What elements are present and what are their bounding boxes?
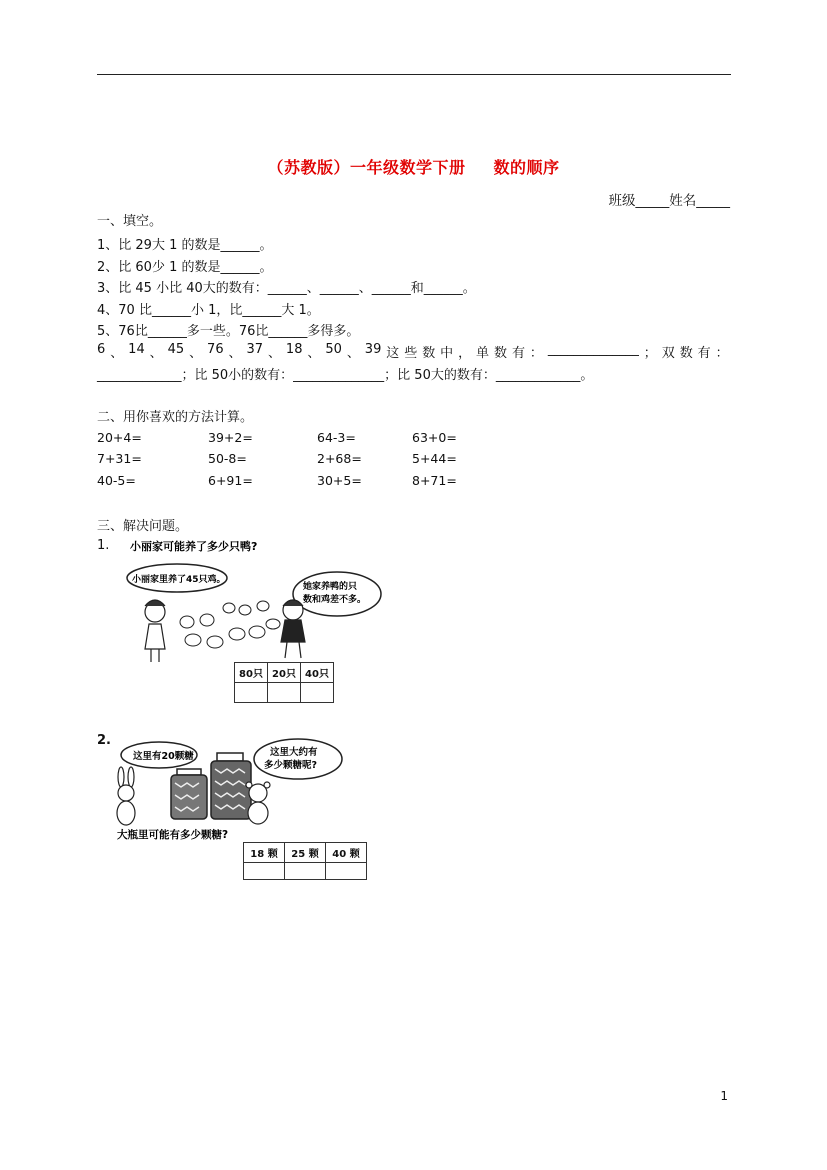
problem-2-illustration (107, 737, 367, 845)
p2-option: 25 颗 (285, 843, 326, 863)
page-title (0, 155, 827, 178)
p1-answer-cell[interactable] (301, 683, 334, 703)
q6-token: 、 (149, 346, 163, 361)
p1-bubble-left-text: 小丽家里养了45只鸡。 (132, 575, 226, 585)
p2-options-table (243, 842, 367, 880)
question-6-line1 (97, 342, 729, 361)
p1-answer-cell[interactable] (268, 683, 301, 703)
q6-token: 这 (386, 346, 400, 361)
q6-token: ： (529, 346, 543, 361)
p2-answer-cell[interactable] (244, 863, 285, 880)
p2-question-text: 大瓶里可能有多少颗糖? (117, 829, 229, 841)
q6-token: 45 (167, 342, 185, 357)
q6-token: 6 (97, 342, 106, 357)
p2-answer-cell[interactable] (285, 863, 326, 880)
p1-options-table (234, 662, 334, 703)
question-2: 2、比 60少 1 的数是______。 (97, 260, 273, 275)
calc-item: 2+68= (317, 451, 362, 466)
question-5: 5、76比______多一些。76比______多得多。 (97, 324, 360, 339)
p2-bubble-right-text-1: 这里大约有 (270, 747, 318, 758)
big-candy-jar (211, 753, 251, 819)
q6-token: 76 (207, 342, 224, 357)
p1-option: 80只 (235, 663, 268, 683)
q6-token: 数 (679, 346, 693, 361)
calc-item: 7+31= (97, 451, 142, 466)
calc-item: 63+0= (412, 430, 457, 445)
q6-token: 39 (364, 342, 382, 357)
q6-token: 数 (422, 346, 436, 361)
calc-item: 40-5= (97, 473, 136, 488)
q6-token: 、 (307, 346, 321, 361)
problem-1-number: 1. (97, 538, 110, 553)
q6-token: 有 (511, 346, 525, 361)
p1-option: 40只 (301, 663, 334, 683)
q6-token: 18 (285, 342, 303, 357)
q6-token: 、 (346, 346, 360, 361)
question-1: 1、比 29大 1 的数是______。 (97, 238, 273, 253)
p2-answer-cell[interactable] (326, 863, 367, 880)
calc-item: 50-8= (208, 451, 247, 466)
p2-bubble-left-text: 这里有20颗糖 (133, 751, 194, 762)
class-name-line: 班级_____姓名_____ (608, 193, 730, 209)
p1-answer-cell[interactable] (235, 683, 268, 703)
p1-bubble-right-text-1: 她家养鸭的只 (303, 582, 358, 592)
calc-item: 8+71= (412, 473, 457, 488)
question-6-line2: _____________；比 50小的数有：______________；比 50大的数有：_____________。 (97, 368, 594, 383)
q6-token: 、 (189, 346, 203, 361)
q6-token: 单 (476, 346, 490, 361)
q6-token: ， (458, 346, 472, 361)
p1-bubble-right (293, 572, 381, 616)
q6-token: ： (715, 346, 729, 361)
section1-heading: 一、填空。 (97, 214, 163, 229)
calc-item: 39+2= (208, 430, 253, 445)
q6-token: ______________ (547, 342, 639, 357)
question-3: 3、比 45 小比 40大的数有：______、______、______和______。 (97, 281, 476, 296)
calc-item: 6+91= (208, 473, 253, 488)
q6-token: 数 (494, 346, 508, 361)
q6-token: 双 (661, 346, 675, 361)
poultry-group (180, 601, 280, 648)
q6-token: 37 (246, 342, 264, 357)
q6-token: 些 (404, 346, 418, 361)
header-rule (97, 74, 731, 75)
q6-token: 14 (128, 342, 145, 357)
title-topic: 数的顺序 (493, 158, 560, 177)
girl-figure (145, 600, 165, 662)
p2-bubble-right (254, 739, 342, 779)
q6-token: 、 (267, 346, 281, 361)
q6-token: 、 (110, 346, 124, 361)
calc-item: 30+5= (317, 473, 362, 488)
q6-token: 有 (697, 346, 711, 361)
q6-token: ； (643, 346, 657, 361)
q6-token: 、 (228, 346, 242, 361)
title-main: （苏教版）一年级数学下册 (267, 158, 466, 177)
section2-heading: 二、用你喜欢的方法计算。 (97, 410, 254, 425)
p1-bubble-right-text-2: 数和鸡差不多。 (303, 595, 367, 605)
p2-option: 40 颗 (326, 843, 367, 863)
calc-item: 20+4= (97, 430, 142, 445)
page-number: 1 (720, 1089, 728, 1103)
p1-question-text: 小丽家可能养了多少只鸭? (130, 540, 258, 553)
problem-2-number: 2. (97, 733, 111, 748)
boy-figure (281, 600, 305, 658)
q6-token: 50 (325, 342, 342, 357)
section3-heading: 三、解决问题。 (97, 519, 189, 534)
small-candy-jar (171, 769, 207, 819)
calc-item: 64-3= (317, 430, 356, 445)
p2-bubble-right-text-2: 多少颗糖呢? (264, 760, 318, 771)
rabbit-figure (117, 767, 135, 825)
p1-option: 20只 (268, 663, 301, 683)
calc-item: 5+44= (412, 451, 457, 466)
p2-option: 18 颗 (244, 843, 285, 863)
q6-token: 中 (440, 346, 454, 361)
question-4: 4、70 比______小 1，比______大 1。 (97, 303, 320, 318)
